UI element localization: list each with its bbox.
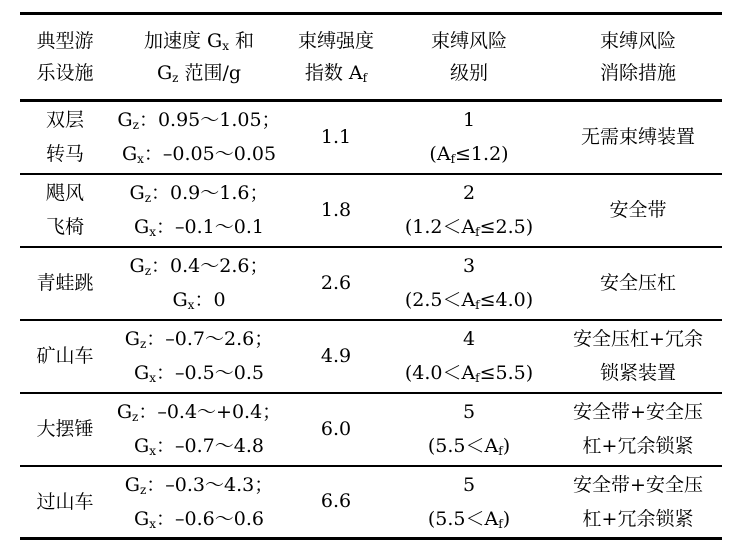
table-row (20, 101, 722, 174)
intensity-index: 6.0 (320, 417, 352, 440)
intensity-index: 6.6 (320, 490, 352, 513)
risk-level: 5 $(5.5<A_f)$ (427, 473, 511, 531)
risk-measure: 安全压杠+冗余 锁紧装置 (573, 328, 703, 384)
header-intensity-index: 束缚强度 指数 $A_f$ (288, 14, 384, 101)
risk-level: 5 $(5.5<A_f)$ (427, 401, 511, 458)
risk-level: 2 $(1.2<A_f\le 2.5)$ (404, 182, 534, 239)
risk-level: 4 $(4.0<A_f\le 5.5)$ (404, 328, 534, 385)
table-header-row (20, 14, 722, 101)
acceleration-ranges: $G_z$：0.95～1.05； $G_x$：–0.05～0.05 (117, 109, 281, 167)
header-facility: 典型游 乐设施 (20, 14, 110, 101)
restraint-risk-table (20, 12, 722, 540)
risk-level: 3 $(2.5<A_f\le 4.0)$ (404, 255, 534, 312)
table-row (20, 393, 722, 466)
facility-name: 青蛙跳 (36, 272, 94, 294)
intensity-index: 4.9 (320, 344, 352, 367)
intensity-index: 1.1 (320, 125, 352, 148)
risk-measure: 安全带+安全压 杠+冗余锁紧 (573, 401, 703, 457)
risk-level: 1 $(A_f\le 1.2)$ (429, 109, 509, 167)
risk-measure: 安全带 (609, 199, 667, 221)
facility-name: 大摆锤 (36, 418, 94, 440)
risk-measure: 安全压杠 (599, 272, 676, 294)
header-acceleration: 加速度 $G_x$ 和 $G_z$ 范围/g (110, 14, 288, 101)
facility-name: 飓风 飞椅 (45, 182, 84, 238)
facility-name: 双层 转马 (45, 109, 84, 166)
risk-measure: 安全带+安全压 杠+冗余锁紧 (573, 473, 703, 530)
intensity-index: 1.8 (320, 198, 352, 221)
acceleration-ranges: $G_z$：–0.3～4.3； $G_x$：–0.6～0.6 (124, 473, 274, 531)
intensity-index: 2.6 (320, 271, 352, 294)
table-row (20, 247, 722, 320)
header-risk-level: 束缚风险 级别 (384, 14, 554, 101)
table-row (20, 466, 722, 539)
acceleration-ranges: $G_z$：–0.7～2.6； $G_x$：–0.5～0.5 (124, 328, 274, 385)
facility-name: 过山车 (36, 490, 94, 513)
header-risk-measure: 束缚风险 消除措施 (554, 14, 722, 101)
table-row (20, 174, 722, 247)
facility-name: 矿山车 (36, 345, 94, 367)
acceleration-ranges: $G_z$：–0.4～+0.4； $G_x$：–0.7～4.8 (116, 401, 282, 458)
risk-measure: 无需束缚装置 (580, 126, 695, 149)
table-row (20, 320, 722, 393)
acceleration-ranges: $G_z$：0.9～1.6； $G_x$：–0.1～0.1 (129, 182, 269, 239)
acceleration-ranges: $G_z$：0.4～2.6； $G_x$：0 (129, 255, 269, 312)
